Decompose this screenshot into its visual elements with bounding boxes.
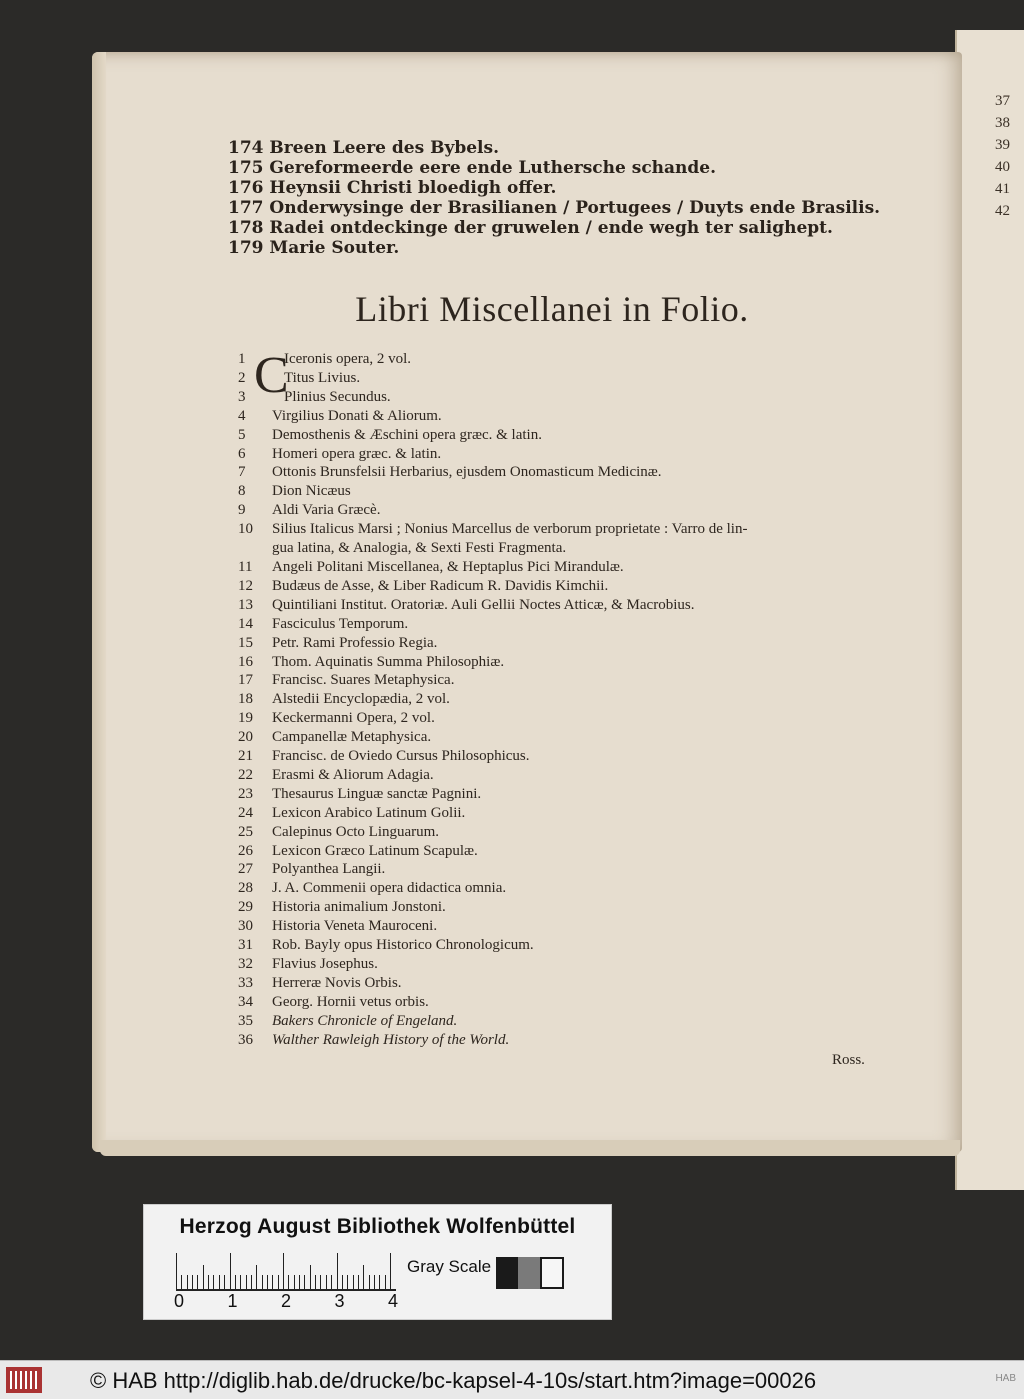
item-title: Polyanthea Langii. [272,861,386,878]
ruler-number: 4 [388,1291,399,1311]
facing-number: 42 [995,203,1010,219]
item-title: Alstedii Encyclopædia, 2 vol. [272,691,450,708]
item-title: Silius Italicus Marsi ; Nonius Marcellus de verborum proprietate : Varro de lin- [272,521,748,538]
item-number: 20 [238,729,253,746]
item-number: 24 [238,804,253,821]
item-title: Demosthenis & Æschini opera græc. & latin. [272,426,542,443]
footer-bar [0,1360,1024,1399]
ruler-tick [246,1275,247,1289]
footer-url[interactable]: © HAB http://diglib.hab.de/drucke/bc-kapsel-4-10s/start.htm?image=00026 [90,1368,817,1393]
ruler-tick [374,1275,375,1289]
ruler-tick [219,1275,220,1289]
gray-swatch-black [496,1257,518,1289]
item-title: Petr. Rami Professio Regia. [272,634,438,651]
catchword: Ross. [832,1052,865,1068]
ruler-tick [358,1275,359,1289]
item-number: 22 [238,766,253,783]
item-number: 21 [238,748,253,765]
list-item [238,974,747,993]
item-title: Rob. Bayly opus Historico Chronologicum. [272,937,534,954]
drop-capital: C [254,347,289,404]
ruler-tick [299,1275,300,1289]
section-heading [0,288,1024,330]
ruler-tick [385,1275,386,1289]
item-number: 178 [228,218,270,238]
ruler-tick [342,1275,343,1289]
ruler-tick [272,1275,273,1289]
ruler-tick [256,1265,257,1289]
hab-logo-icon [6,1367,42,1393]
ruler-tick [331,1275,332,1289]
ruler-tick [288,1275,289,1289]
item-number: 4 [238,407,246,424]
blackletter-item [228,138,880,158]
ruler-tick [278,1275,279,1289]
item-number: 17 [238,672,253,689]
item-title: Gereformeerde eere ende Luthersche schande. [269,158,717,178]
item-title: Angeli Politani Miscellanea, & Heptaplus Pici Mirandulæ. [272,558,624,575]
ruler-tick [353,1275,354,1289]
item-title: Calepinus Octo Linguarum. [272,823,440,840]
item-title: Campanellæ Metaphysica. [272,729,432,746]
list-item [238,1012,747,1031]
list-item [238,445,747,464]
ruler-tick [203,1265,204,1289]
item-title: Historia Veneta Mauroceni. [272,918,438,935]
list-item [238,823,747,842]
item-title: Historia animalium Jonstoni. [272,899,446,916]
facing-page-numbers [995,90,1010,222]
facing-number: 39 [995,137,1010,153]
item-number: 26 [238,842,253,859]
item-title: J. A. Commenii opera didactica omnia. [272,880,507,897]
gray-swatch-white [540,1257,564,1289]
list-item [238,747,747,766]
item-number: 14 [238,615,253,632]
item-number: 176 [228,178,270,198]
item-title: Lexicon Græco Latinum Scapulæ. [272,842,478,859]
item-number: 19 [238,710,253,727]
list-item [238,596,747,615]
ruler-tick [192,1275,193,1289]
item-title: Fasciculus Temporum. [272,615,409,632]
list-item [238,690,747,709]
item-number: 2 [238,369,246,386]
ruler-tick [235,1275,236,1289]
blackletter-list [228,138,880,258]
blackletter-item [228,178,880,198]
list-item [238,936,747,955]
ruler-tick [262,1275,263,1289]
item-title: Budæus de Asse, & Liber Radicum R. Davidis Kimchii. [272,577,609,594]
item-title: Aldi Varia Græcè. [272,502,381,519]
ruler-tick [315,1275,316,1289]
item-number: 9 [238,502,246,519]
item-number: 1 [238,351,246,367]
item-title: Plinius Secundus. [284,388,391,405]
item-number: 5 [238,426,246,443]
facing-number: 37 [995,93,1010,109]
list-item [238,709,747,728]
item-number: 32 [238,956,253,972]
item-number [238,539,260,558]
item-number: 35 [238,1012,253,1029]
ruler-tick [379,1275,380,1289]
ruler-tick [363,1265,364,1289]
item-title: Keckermanni Opera, 2 vol. [272,710,435,727]
item-number: 31 [238,937,253,954]
item-title: Radei ontdeckinge der gruwelen / ende wegh ter salighept. [269,218,833,238]
ruler-tick [240,1275,241,1289]
section-heading-text: Libri Miscellanei in Folio. [355,289,749,329]
item-number: 16 [238,653,253,670]
list-item [238,1031,747,1050]
list-item [238,350,747,369]
ruler-tick [369,1275,370,1289]
list-item [238,634,747,653]
ruler-tick [208,1275,209,1289]
item-title: Walther Rawleigh History of the World. [272,1031,510,1048]
ruler-tick [283,1253,284,1289]
list-item [238,407,747,426]
facing-page [955,30,1024,1190]
item-title: Thesaurus Linguæ sanctæ Pagnini. [272,785,482,802]
blackletter-item [228,218,880,238]
item-number: 28 [238,880,253,897]
item-number: 30 [238,918,253,935]
scale-ruler [176,1253,396,1291]
ruler-tick [390,1253,391,1289]
item-title: Lexicon Arabico Latinum Golii. [272,804,466,821]
list-item [238,369,747,388]
list-item [238,482,747,501]
gray-swatch-mid [518,1257,540,1289]
item-number: 174 [228,138,270,158]
ruler-tick [347,1275,348,1289]
ruler-tick [230,1253,231,1289]
catalogue-list [238,347,748,1050]
page-edge [92,52,106,1152]
item-number: 13 [238,596,253,613]
list-item [238,653,747,672]
ruler-tick [224,1275,225,1289]
item-title: Herreræ Novis Orbis. [272,974,402,991]
list-item [238,785,747,804]
list-item [238,615,747,634]
list-item [238,388,747,407]
item-title: Breen Leere des Bybels. [269,138,500,158]
ruler-tick [304,1275,305,1289]
list-item [238,955,747,974]
item-number: 7 [238,464,246,481]
item-number: 177 [228,198,270,218]
item-number: 27 [238,861,253,878]
ruler-number: 0 [174,1291,185,1311]
list-item [238,520,747,539]
ruler-tick [337,1253,338,1289]
list-item [238,860,747,879]
facing-number: 38 [995,115,1010,131]
ruler-tick [251,1275,252,1289]
ruler-tick [320,1275,321,1289]
item-number: 6 [238,445,246,462]
gray-scale-label: Gray Scale [407,1257,492,1276]
list-item [238,898,747,917]
item-title: Georg. Hornii vetus orbis. [272,993,429,1010]
page-bottom-edge [100,1140,960,1156]
list-item [238,842,747,861]
item-title: gua latina, & Analogia, & Sexti Festi Fragmenta. [272,540,567,557]
item-number: 36 [238,1031,253,1048]
ruler-tick [310,1265,311,1289]
item-number: 18 [238,691,253,708]
ruler-tick [326,1275,327,1289]
item-number: 34 [238,993,253,1010]
facing-number: 40 [995,159,1010,175]
list-item [238,766,747,785]
library-name: Herzog August Bibliothek Wolfenbüttel [179,1215,576,1238]
item-title: Flavius Josephus. [272,956,378,972]
item-title: Thom. Aquinatis Summa Philosophiæ. [272,653,505,670]
list-item [238,879,747,898]
item-title: Erasmi & Aliorum Adagia. [272,766,434,783]
item-title: Heynsii Christi bloedigh offer. [269,178,557,198]
blackletter-item [228,158,880,178]
blackletter-item [228,198,880,218]
item-title: Marie Souter. [269,238,400,258]
item-title: Francisc. de Oviedo Cursus Philosophicus. [272,748,530,765]
footer-right-mark: HAB [995,1373,1016,1384]
list-item [238,917,747,936]
ruler-number: 2 [281,1291,292,1311]
item-title: Ottonis Brunsfelsii Herbarius, ejusdem Onomasticum Medicinæ. [272,464,662,481]
item-number: 23 [238,785,253,802]
item-number: 8 [238,483,246,500]
blackletter-item [228,238,880,258]
item-title: Dion Nicæus [272,483,351,500]
facing-number: 41 [995,181,1010,197]
ruler-tick [294,1275,295,1289]
ruler-tick [181,1275,182,1289]
list-item [238,501,747,520]
item-title: Virgilius Donati & Aliorum. [272,407,442,424]
ruler-tick [176,1253,177,1289]
item-title: Francisc. Suares Metaphysica. [272,672,455,689]
list-item [238,558,747,577]
color-calibration-card [143,1204,612,1320]
item-title: Homeri opera græc. & latin. [272,445,442,462]
ruler-number: 3 [334,1291,345,1311]
item-number: 29 [238,899,253,916]
item-number: 3 [238,388,246,405]
item-number: 175 [228,158,270,178]
list-item [238,728,747,747]
item-title: Bakers Chronicle of Engeland. [272,1012,458,1029]
ruler-tick [213,1275,214,1289]
item-number: 179 [228,238,270,258]
ruler-tick [187,1275,188,1289]
list-item [238,577,747,596]
item-title: Iceronis opera, 2 vol. [284,351,412,367]
list-item [238,426,747,445]
item-number: 10 [238,521,253,538]
ruler-tick [267,1275,268,1289]
item-number: 25 [238,823,253,840]
list-item [238,671,747,690]
list-item [238,463,747,482]
item-number: 12 [238,577,253,594]
item-number: 15 [238,634,253,651]
ruler-number: 1 [227,1291,238,1311]
item-number: 33 [238,974,253,991]
item-title: Onderwysinge der Brasilianen / Portugees / Duyts ende Brasilis. [269,198,881,218]
item-number: 11 [238,558,253,575]
item-title: Titus Livius. [284,369,361,386]
list-item [238,804,747,823]
list-item [238,993,747,1012]
ruler-tick [197,1275,198,1289]
item-title: Quintiliani Institut. Oratoriæ. Auli Gellii Noctes Atticæ, & Macrobius. [272,596,695,613]
list-item [238,539,747,558]
